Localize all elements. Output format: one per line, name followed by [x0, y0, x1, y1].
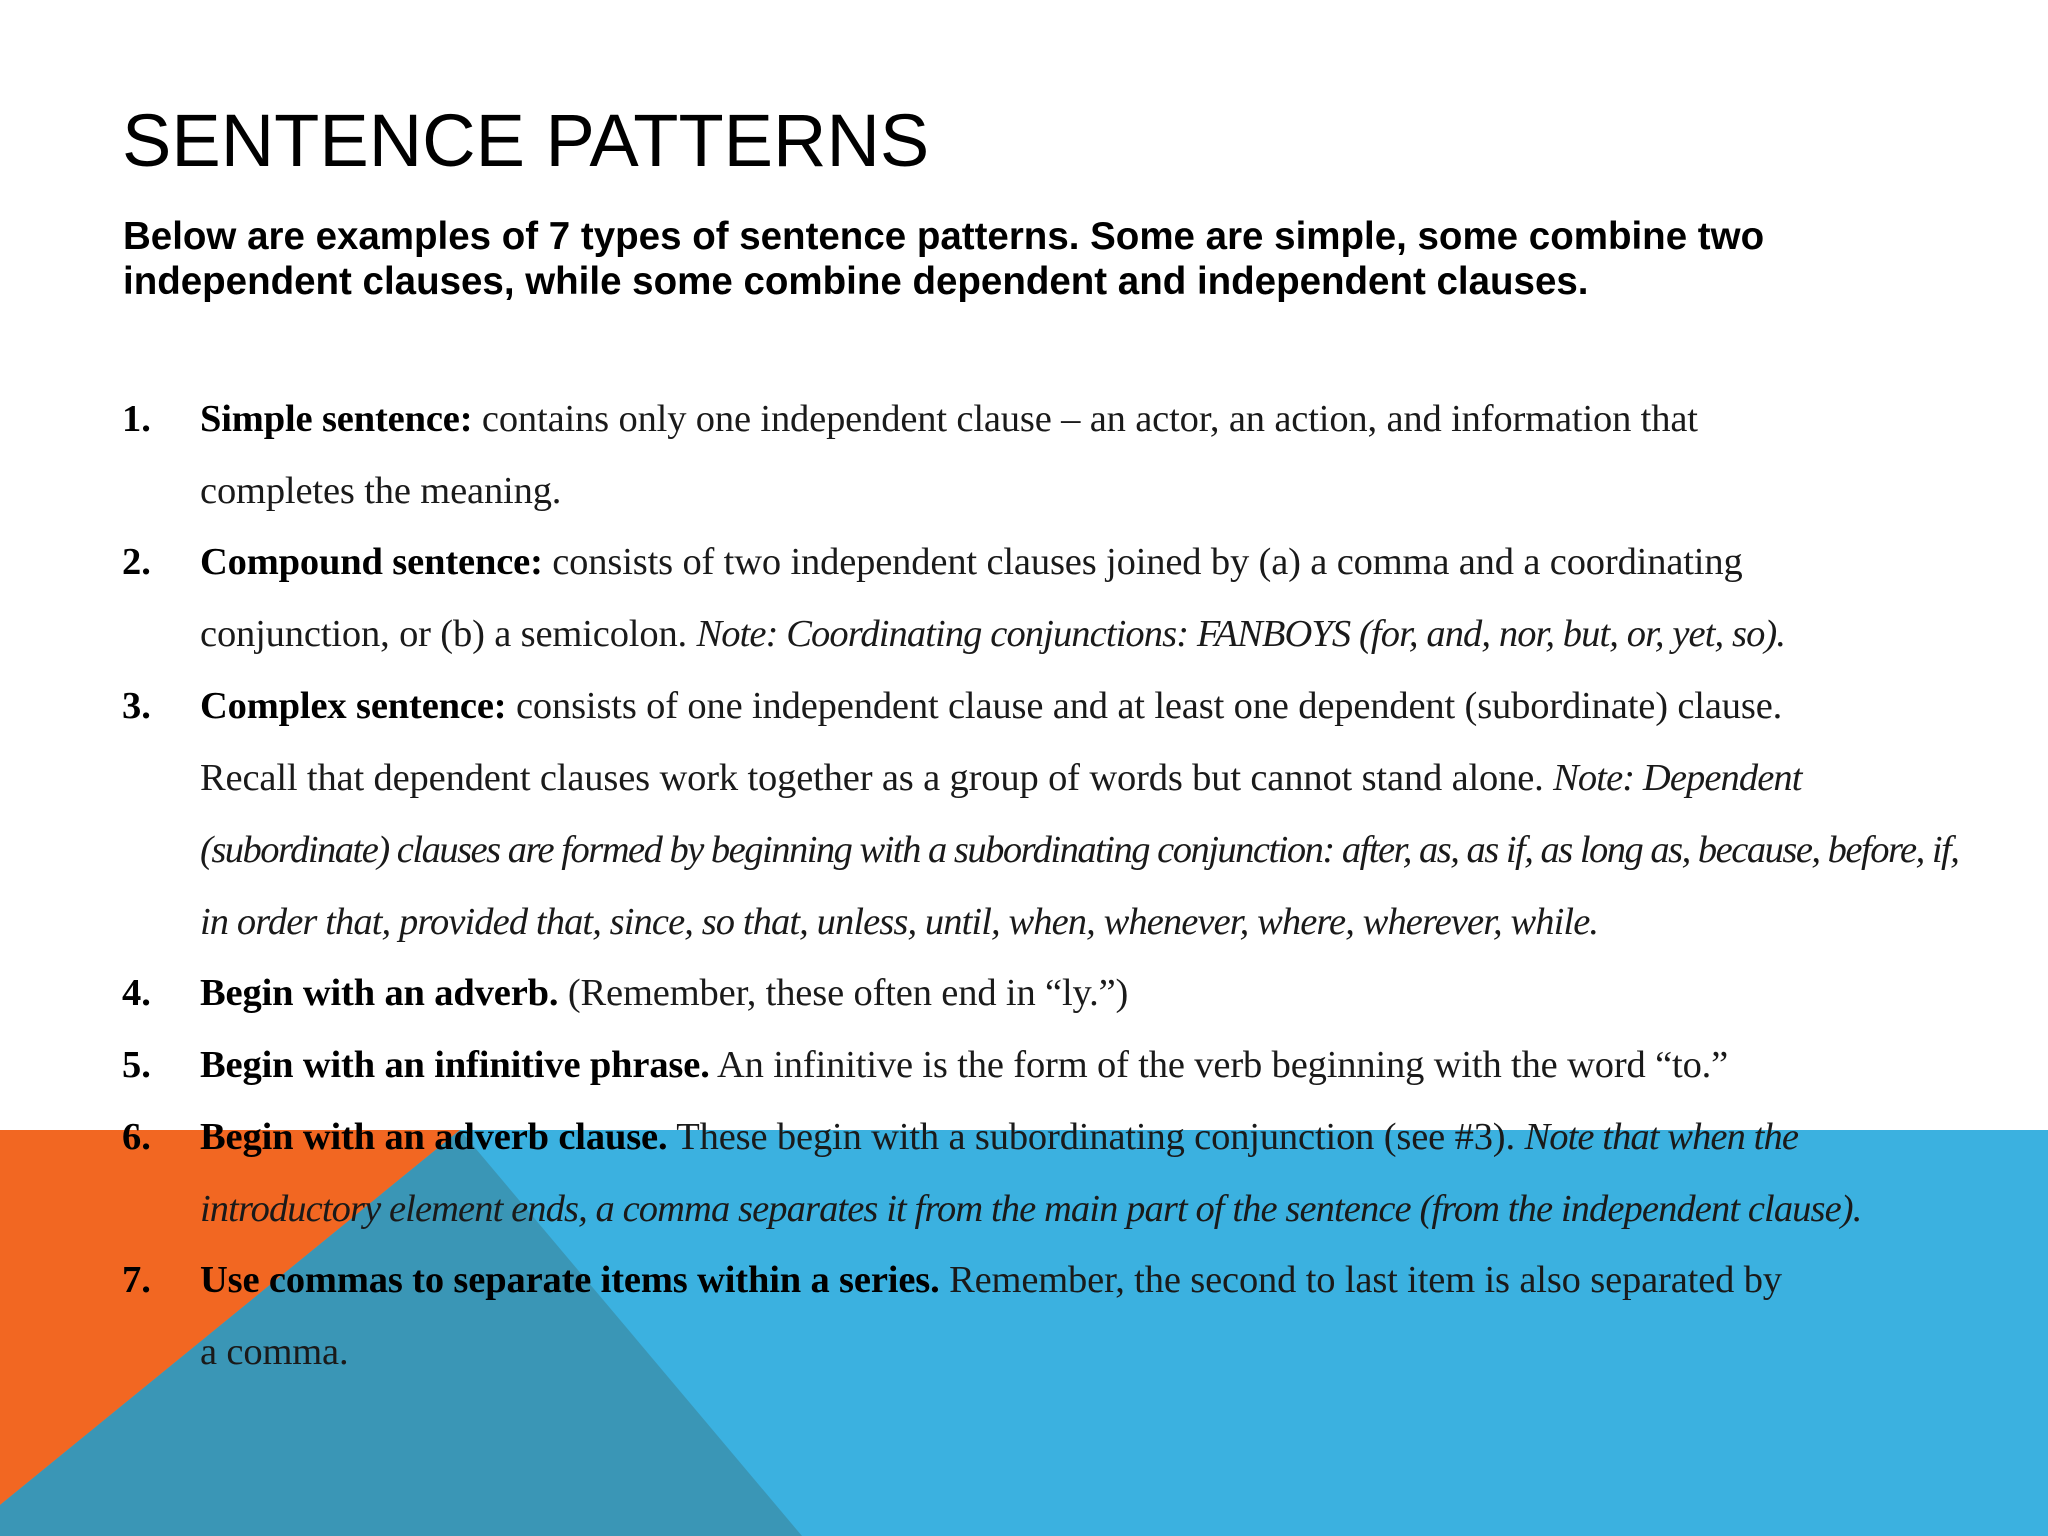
item-text: consists of one independent clause and at least one dependent (subordinate) clause. — [515, 685, 1783, 727]
subtitle: Below are examples of 7 types of sentence patterns. Some are simple, some combine two independent clauses, while some combine dependent and independent clauses. — [123, 215, 1765, 303]
item-term: Begin with an adverb. — [200, 972, 559, 1014]
item-text: An infinitive is the form of the verb beginning with the word “to.” — [717, 1044, 1729, 1086]
item-line — [200, 1115, 1798, 1159]
item-line: a comma. — [200, 1331, 349, 1373]
item-term: Begin with an adverb clause. — [200, 1116, 668, 1158]
item-text: Remember, the second to last item is also separated by — [949, 1259, 1782, 1301]
item-note: Note: Coordinating conjunctions: FANBOYS (for, and, nor, but, or, yet, so). — [696, 613, 1786, 655]
item-line — [200, 684, 1782, 728]
item-line — [200, 1043, 1728, 1087]
item-number: 4. — [122, 972, 151, 1014]
item-note: Note that when the — [1524, 1116, 1799, 1158]
page-title: SENTENCE PATTERNS — [122, 99, 930, 182]
item-number: 3. — [122, 685, 151, 727]
item-line — [200, 971, 1128, 1015]
item-number: 1. — [122, 398, 151, 440]
item-text: contains only one independent clause – an actor, an action, and information that — [481, 398, 1698, 440]
item-note-line: (subordinate) clauses are formed by beginning with a subordinating conjunction: after, as, as if, as long as, because, before, if, — [200, 829, 1959, 871]
item-line — [200, 756, 1802, 800]
item-term: Begin with an infinitive phrase. — [200, 1044, 710, 1086]
item-line — [200, 397, 1698, 441]
item-term: Compound sentence: — [200, 541, 543, 583]
item-text: These begin with a subordinating conjunction (see #3). — [676, 1116, 1515, 1158]
item-term: Use commas to separate items within a series. — [200, 1259, 940, 1301]
item-text: conjunction, or (b) a semicolon. — [200, 613, 688, 655]
item-number: 7. — [122, 1259, 151, 1301]
item-number: 6. — [122, 1116, 151, 1158]
item-text: consists of two independent clauses joined by (a) a comma and a coordinating — [552, 541, 1743, 583]
item-text: Recall that dependent clauses work together as a group of words but cannot stand alone. — [200, 757, 1544, 799]
item-note-line: introductory element ends, a comma separates it from the main part of the sentence (from the independent clause). — [200, 1188, 1862, 1230]
item-line: completes the meaning. — [200, 470, 562, 512]
item-note-line: in order that, provided that, since, so that, unless, until, when, whenever, where, wherever, while. — [200, 901, 1599, 943]
item-number: 2. — [122, 541, 151, 583]
item-number: 5. — [122, 1044, 151, 1086]
item-line — [200, 612, 1785, 656]
item-note: Note: Dependent — [1553, 757, 1802, 799]
item-term: Simple sentence: — [200, 398, 473, 440]
item-term: Complex sentence: — [200, 685, 507, 727]
item-text: (Remember, these often end in “ly.”) — [567, 972, 1129, 1014]
item-line — [200, 1258, 1782, 1302]
item-line — [200, 540, 1743, 584]
